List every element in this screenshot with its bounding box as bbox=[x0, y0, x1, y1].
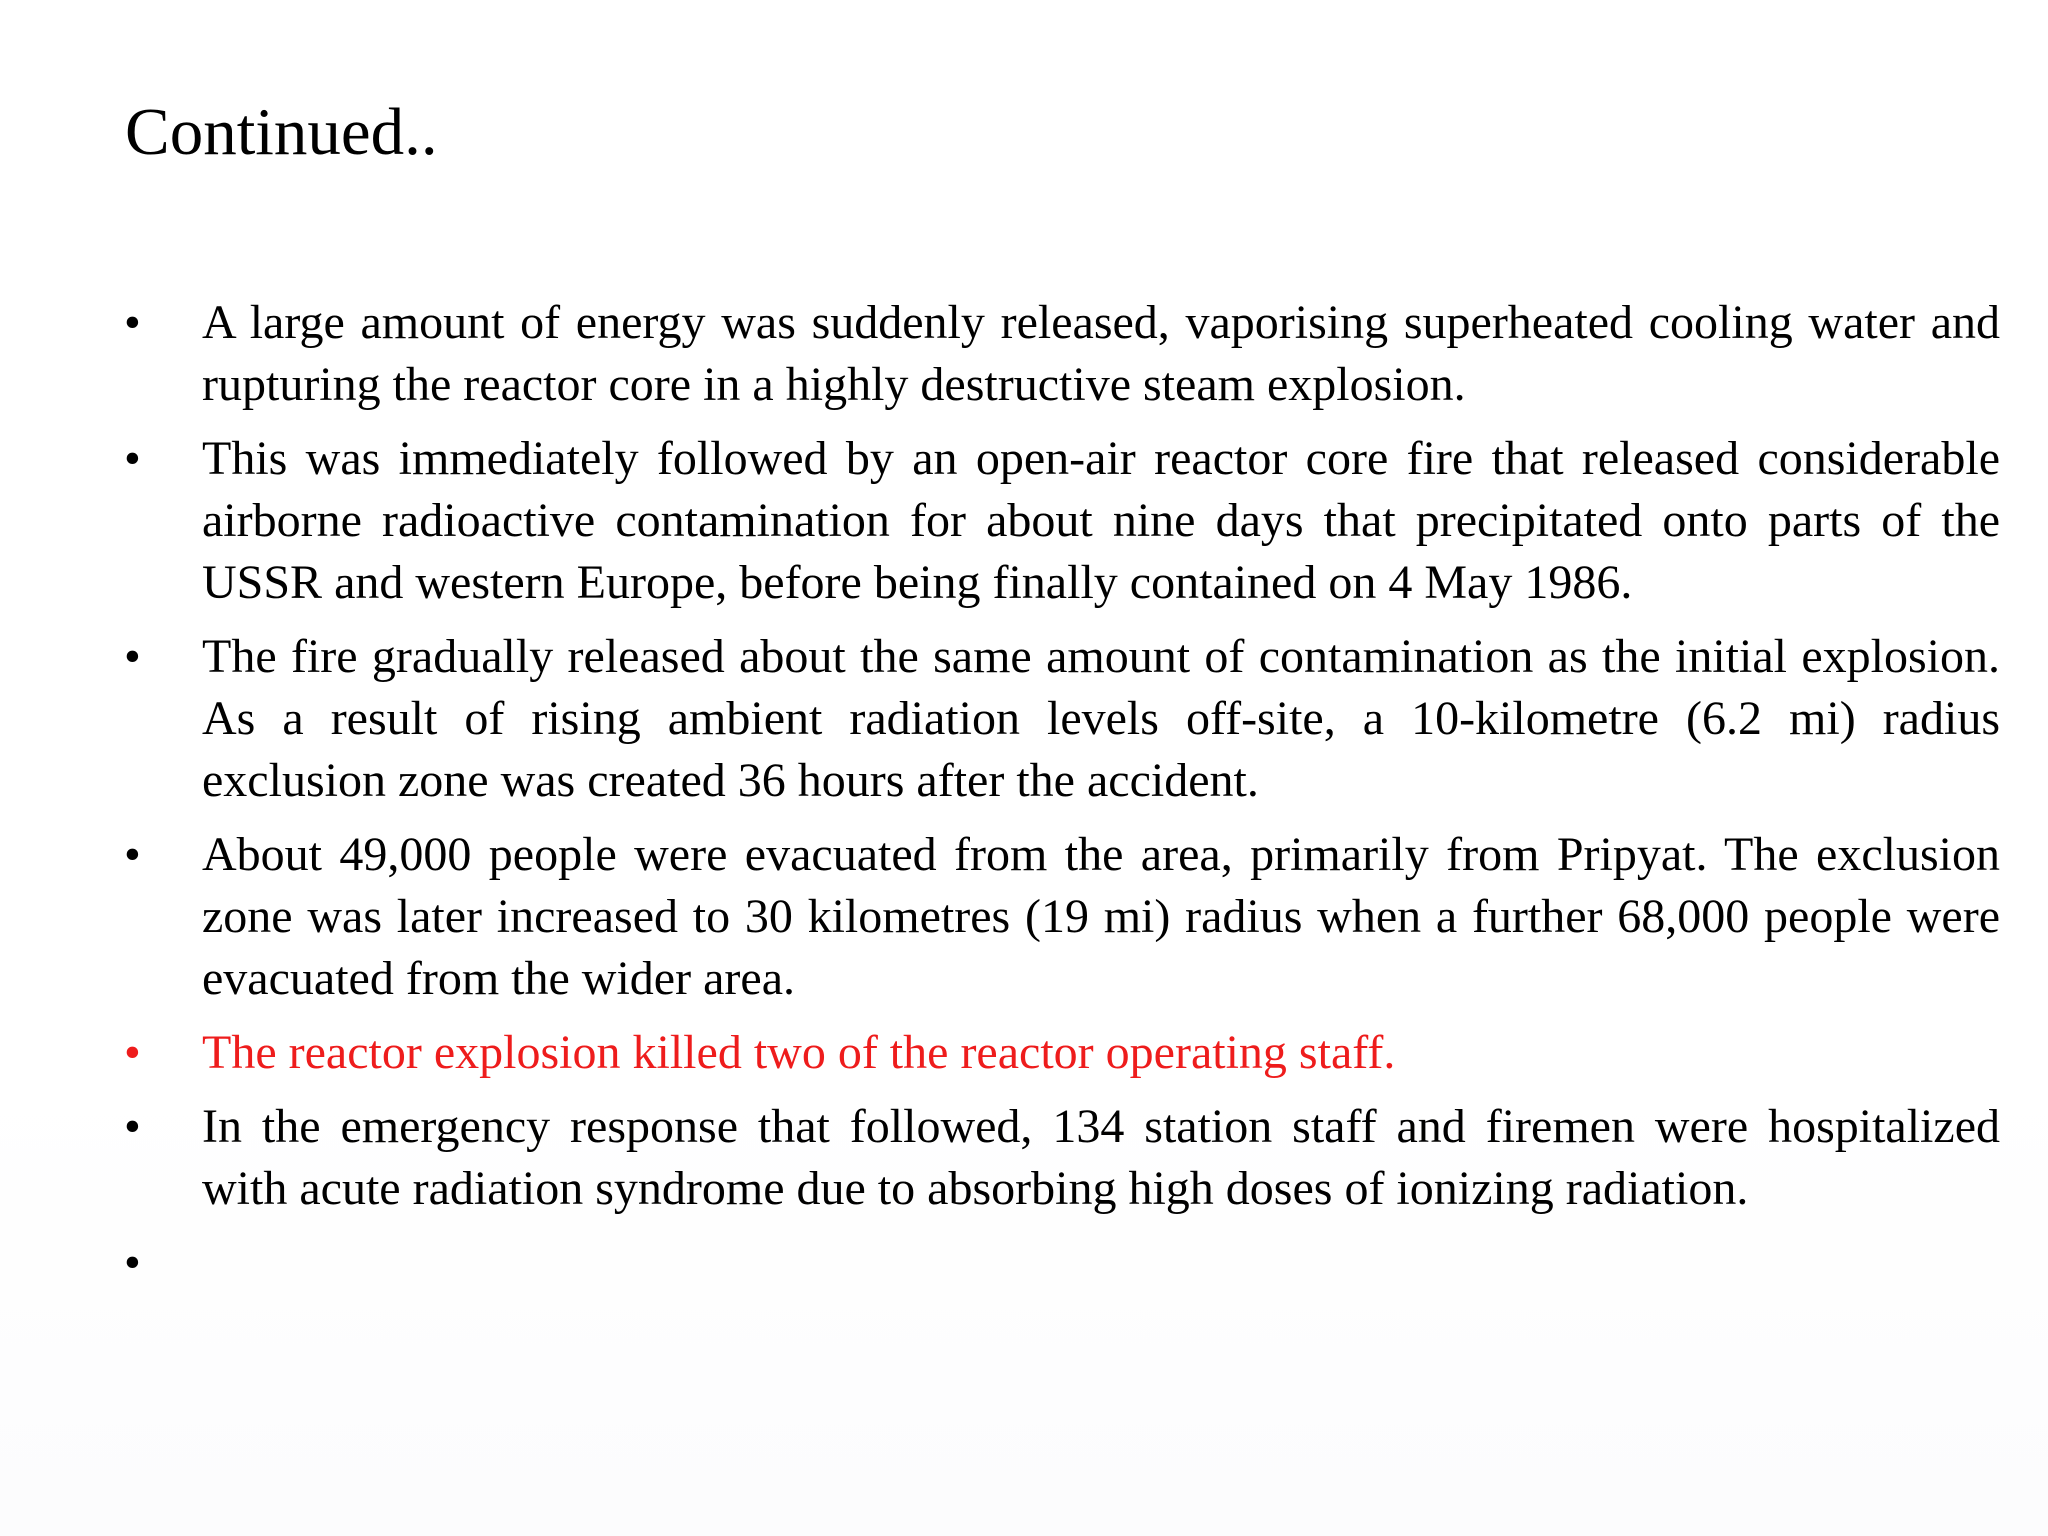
bullet-item-empty bbox=[118, 1232, 2000, 1294]
bullet-text: In the emergency response that followed, 134 station staff and firemen were hospitalized with acute radiation syndrome due to absorbing high doses of ionizing radiation. bbox=[202, 1100, 2000, 1215]
bullet-dot-icon: • bbox=[124, 432, 141, 485]
bullet-dot-icon: • bbox=[124, 1026, 141, 1079]
bullet-dot-icon: • bbox=[124, 296, 141, 349]
bullet-item-energy-release bbox=[118, 292, 2000, 416]
slide-title: Continued.. bbox=[125, 95, 438, 169]
bullet-list bbox=[118, 292, 2000, 1306]
bullet-item-exclusion-zone bbox=[118, 626, 2000, 812]
bullet-item-staff-killed bbox=[118, 1022, 2000, 1084]
bullet-text: About 49,000 people were evacuated from the area, primarily from Pripyat. The exclusion zone was later increased to 30 kilometres (19 mi) radius when a further 68,000 people were evacuated from the wider area. bbox=[202, 828, 2000, 1005]
bullet-item-core-fire bbox=[118, 428, 2000, 614]
bullet-item-emergency-response bbox=[118, 1096, 2000, 1220]
bullet-dot-icon: • bbox=[124, 1236, 141, 1289]
bullet-dot-icon: • bbox=[124, 1100, 141, 1153]
bullet-text: This was immediately followed by an open-air reactor core fire that released considerable airborne radioactive contamination for about nine days that precipitated onto parts of the USSR and western Europe, before being finally contained on 4 May 1986. bbox=[202, 432, 2000, 609]
bullet-text: The fire gradually released about the same amount of contamination as the initial explosion. As a result of rising ambient radiation levels off-site, a 10-kilometre (6.2 mi) radius exclusion zone was created 36 hours after the accident. bbox=[202, 630, 2000, 807]
bullet-text: A large amount of energy was suddenly released, vaporising superheated cooling water and rupturing the reactor core in a highly destructive steam explosion. bbox=[202, 296, 2000, 411]
bullet-text: The reactor explosion killed two of the reactor operating staff. bbox=[202, 1026, 1396, 1079]
bullet-dot-icon: • bbox=[124, 828, 141, 881]
bullet-dot-icon: • bbox=[124, 630, 141, 683]
bullet-item-evacuation bbox=[118, 824, 2000, 1010]
